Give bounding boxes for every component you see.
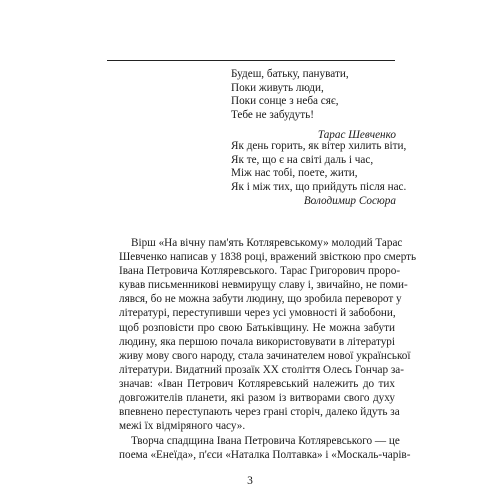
epigraph-author: Тарас Шевченко <box>317 129 396 142</box>
text-line: Творча спадщина Івана Петровича Котляревського — це <box>131 435 400 448</box>
epigraph-line: Між нас тобі, поете, жити, <box>231 167 358 180</box>
text-line: кував письменникові невмирущу славу і, звичайно, не поми- <box>119 279 408 292</box>
epigraph-line: Як і між тих, що прийдуть після нас. <box>231 180 407 193</box>
epigraph-line: Як день горить, як вітер хилить віти, <box>231 140 407 152</box>
text-line: Івана Петровича Котляревського. Тарас Григорович проро- <box>119 265 401 278</box>
text-line: межі їх відміряного часу». <box>119 420 246 433</box>
epigraph-author: Володимир Сосюра <box>303 195 396 208</box>
epigraph-line: Як те, що є на світі даль і час, <box>231 153 374 166</box>
text-line: поема «Енеїда», п'єси «Наталка Полтавка» і «Москаль-чарів- <box>119 449 411 462</box>
page-number: 3 <box>247 475 253 487</box>
text-line: щоб розповісти про свою Батьківщину. Не можна забути <box>119 321 395 334</box>
body-text <box>107 236 417 463</box>
text-line: Вірш «На вічну пам'ять Котляревському» молодий Тарас <box>131 237 403 249</box>
epigraph-line: Поки сонце з неба сяє, <box>231 95 339 108</box>
paragraph-2 <box>107 434 411 462</box>
epigraph-sosiura <box>231 140 407 209</box>
text-line: Шевченко написав у 1838 році, вражений звісткою про смерть <box>119 251 417 264</box>
text-line: живу мову свого народу, стала зачинателем нової української <box>119 349 411 362</box>
text-line: лявся, бо не можна забути людину, що зробила переворот у <box>119 293 402 306</box>
epigraph-line: Будеш, батьку, панувати, <box>231 68 349 80</box>
text-line: довгожителів планети, які разом із витворами свого духу <box>119 392 395 405</box>
paragraph-1 <box>107 236 417 433</box>
text-line: літературі, переступивши через усі умовності й забобони, <box>119 307 396 320</box>
top-divider-line <box>107 60 395 61</box>
text-line: людину, яка першою почала використовувати в літературі <box>119 335 395 348</box>
epigraph-shevchenko <box>231 68 396 143</box>
text-line: літератури. Видатний прозаїк XX століття Олесь Гончар за- <box>119 363 404 376</box>
text-line: значав: «Іван Петрович Котляревський належить до тих <box>119 377 395 390</box>
epigraph-line: Поки живуть люди, <box>231 81 324 94</box>
text-line: впевнено переступають через грані сторіч, далеко йдуть за <box>119 406 400 419</box>
epigraph-line: Тебе не забудуть! <box>231 108 314 121</box>
